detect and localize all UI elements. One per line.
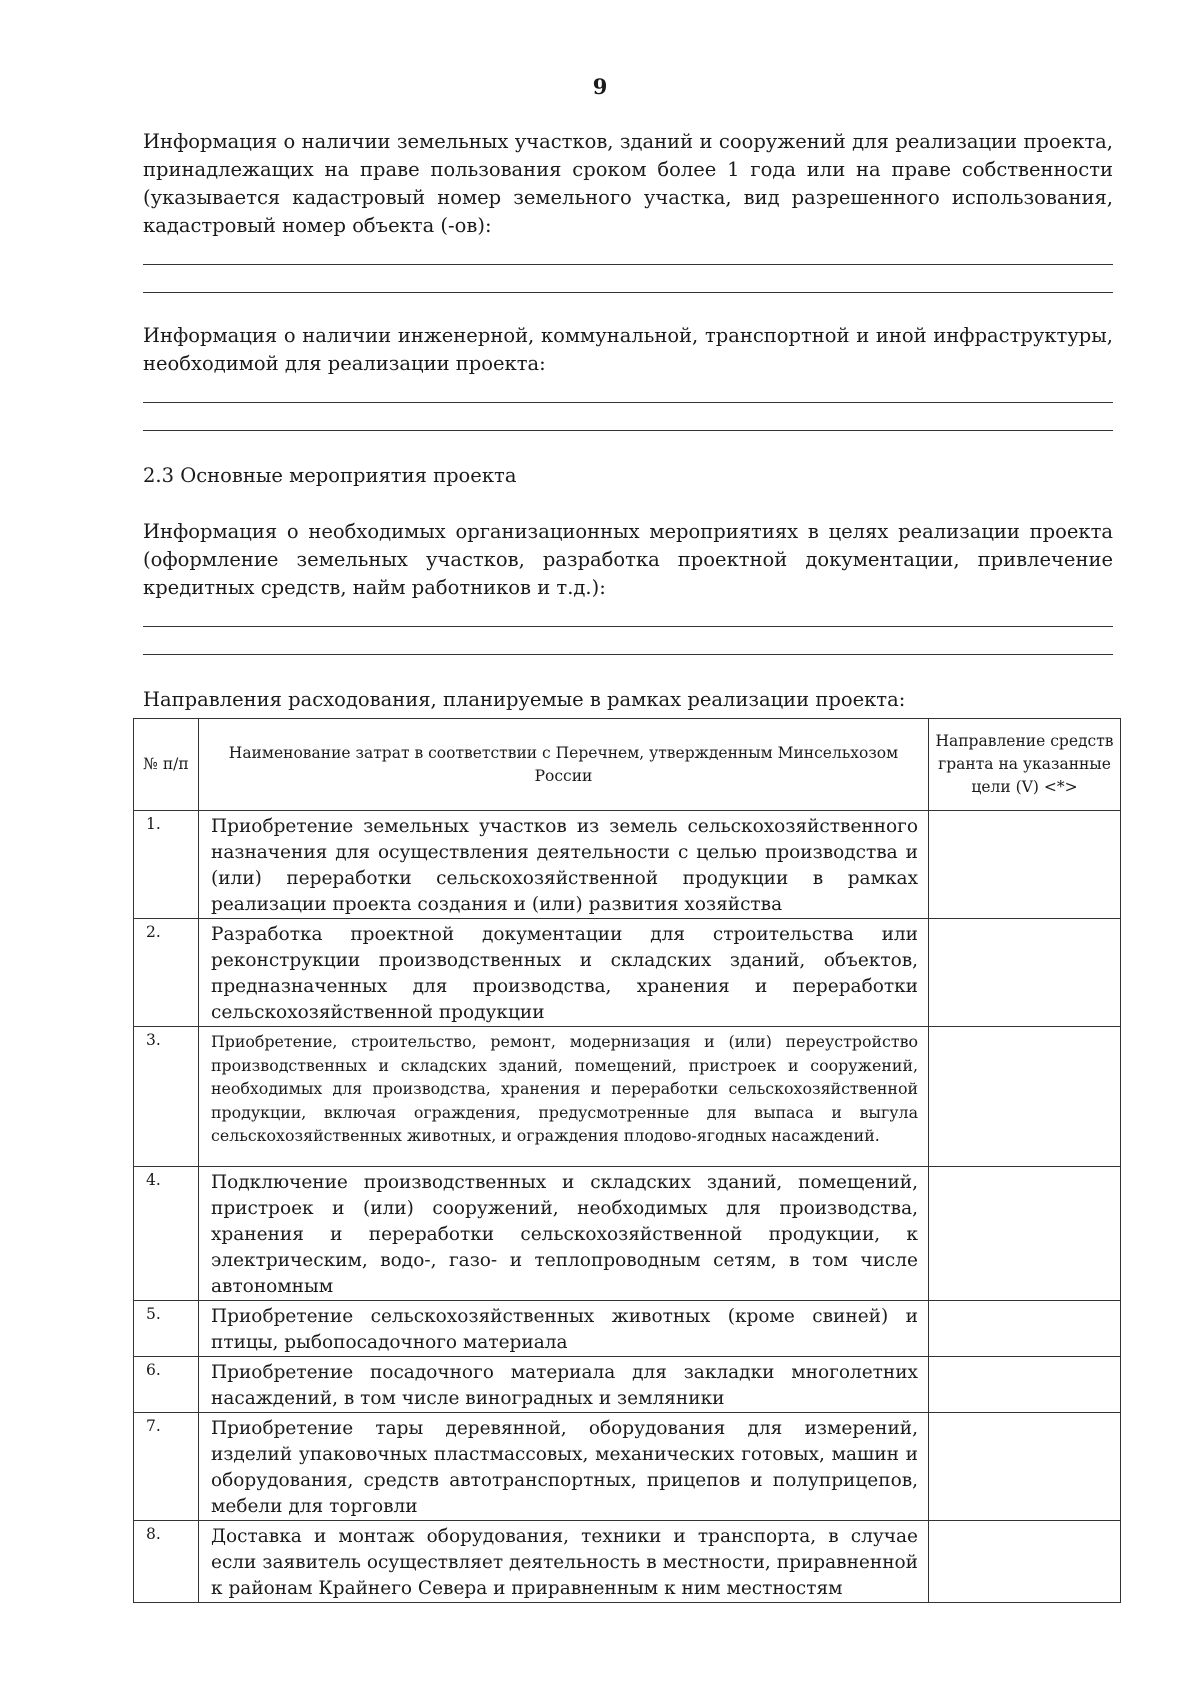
header-direction: Направление средств гранта на указанные цели (V) <*> <box>929 719 1121 811</box>
table-row <box>134 1521 1121 1603</box>
row-num: 4. <box>134 1167 199 1301</box>
table-caption: Направления расходования, планируемые в рамках реализации проекта: <box>143 688 906 711</box>
row-text: Приобретение тары деревянной, оборудования для измерений, изделий упаковочных пластмассовых, механических готовых, машин и оборудования, средств автотранспортных, прицепов и полуприцепов, мебели для торговли <box>199 1413 929 1521</box>
header-name: Наименование затрат в соответствии с Перечнем, утвержденным Минсельхозом России <box>199 719 929 811</box>
row-text: Приобретение посадочного материала для закладки многолетних насаждений, в том числе виноградных и земляники <box>199 1357 929 1413</box>
row-num: 8. <box>134 1521 199 1603</box>
row-text: Приобретение, строительство, ремонт, модернизация и (или) переустройство производственных и складских зданий, помещений, пристроек и сооружений, необходимых для производства, хранения и переработки сельскохозяйственной продукции, включая ограждения, предусмотренные для выпаса и выгула сельскохозяйственных животных, и ограждения плодово-ягодных насаждений. <box>199 1027 929 1167</box>
table-row <box>134 1413 1121 1521</box>
org-info-fill-line-1 <box>143 626 1113 627</box>
infra-info-fill-line-2 <box>143 430 1113 431</box>
org-info-fill-line-2 <box>143 654 1113 655</box>
row-mark-cell[interactable] <box>929 1301 1121 1357</box>
row-mark-cell[interactable] <box>929 1521 1121 1603</box>
row-text: Приобретение земельных участков из земель сельскохозяйственного назначения для осуществления деятельности с целью производства и (или) переработки сельскохозяйственной продукции в рамках реализации проекта создания и (или) развития хозяйства <box>199 811 929 919</box>
row-num: 6. <box>134 1357 199 1413</box>
row-mark-cell[interactable] <box>929 1413 1121 1521</box>
table-row <box>134 1027 1121 1167</box>
table-row <box>134 1301 1121 1357</box>
row-num: 2. <box>134 919 199 1027</box>
land-info-fill-line-1 <box>143 264 1113 265</box>
header-num: № п/п <box>134 719 199 811</box>
section-heading: 2.3 Основные мероприятия проекта <box>143 464 517 487</box>
cost-directions-table <box>133 718 1121 1603</box>
page-number: 9 <box>592 74 608 99</box>
infra-info-fill-line-1 <box>143 402 1113 403</box>
row-text: Подключение производственных и складских зданий, помещений, пристроек и (или) сооружений, необходимых для производства, хранения и переработки сельскохозяйственной продукции, к электрическим, водо-, газо- и теплопроводным сетям, в том числе автономным <box>199 1167 929 1301</box>
row-mark-cell[interactable] <box>929 1167 1121 1301</box>
table-row <box>134 1167 1121 1301</box>
land-info-fill-line-2 <box>143 292 1113 293</box>
row-num: 1. <box>134 811 199 919</box>
row-text: Доставка и монтаж оборудования, техники и транспорта, в случае если заявитель осуществляет деятельность в местности, приравненной к районам Крайнего Севера и приравненным к ним местностям <box>199 1521 929 1603</box>
row-num: 3. <box>134 1027 199 1167</box>
row-text: Приобретение сельскохозяйственных животных (кроме свиней) и птицы, рыбопосадочного материала <box>199 1301 929 1357</box>
infra-info-paragraph: Информация о наличии инженерной, коммунальной, транспортной и иной инфраструктуры, необходимой для реализации проекта: <box>143 324 1113 375</box>
row-num: 7. <box>134 1413 199 1521</box>
table-row <box>134 811 1121 919</box>
org-info-paragraph: Информация о необходимых организационных мероприятиях в целях реализации проекта (оформление земельных участков, разработка проектной документации, привлечение кредитных средств, найм работников и т.д.): <box>143 520 1113 599</box>
row-mark-cell[interactable] <box>929 1357 1121 1413</box>
table-header-row <box>134 719 1121 811</box>
row-mark-cell[interactable] <box>929 919 1121 1027</box>
table-row <box>134 919 1121 1027</box>
table-row <box>134 1357 1121 1413</box>
row-text: Разработка проектной документации для строительства или реконструкции производственных и складских зданий, объектов, предназначенных для производства, хранения и переработки сельскохозяйственной продукции <box>199 919 929 1027</box>
row-num: 5. <box>134 1301 199 1357</box>
land-info-paragraph: Информация о наличии земельных участков, зданий и сооружений для реализации проекта, принадлежащих на праве пользования сроком более 1 года или на праве собственности (указывается кадастровый номер земельного участка, вид разрешенного использования, кадастровый номер объекта (-ов): <box>143 130 1113 237</box>
row-mark-cell[interactable] <box>929 1027 1121 1167</box>
row-mark-cell[interactable] <box>929 811 1121 919</box>
